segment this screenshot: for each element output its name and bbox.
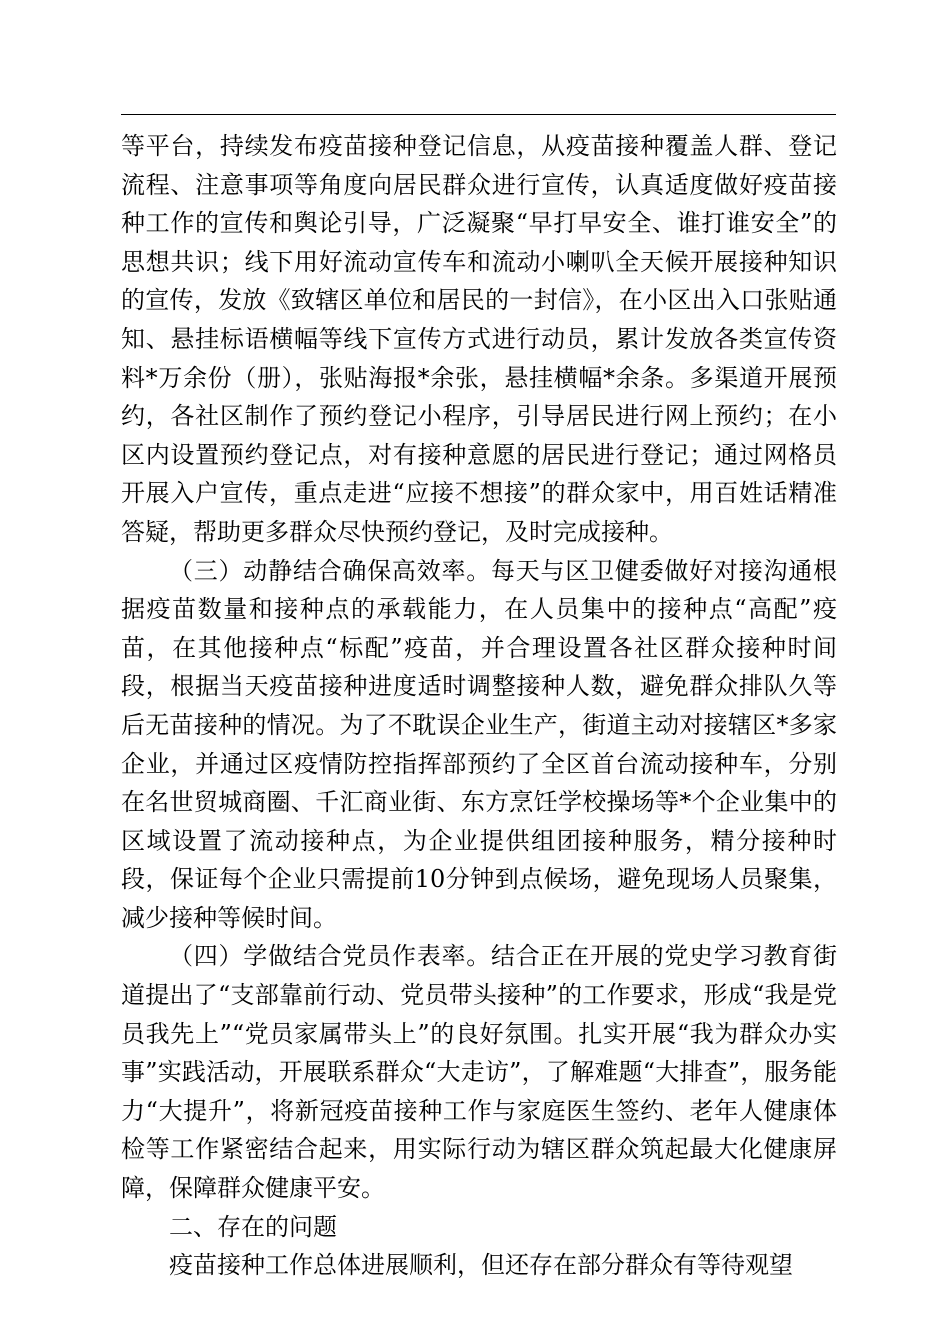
paragraph-section-four: （四）学做结合党员作表率。结合正在开展的党史学习教育街道提出了“支部靠前行动、党员带头接种”的工作要求，形成“我是党员我先上”“党员家属带头上”的良好氛围。扎实开展“我为群众办实事”实践活动，开展联系群众“大走访”，了解难题“大排查”，服务能力“大提升”，将新冠疫苗接种工作与家庭医生签约、老年人健康体检等工作紧密结合起来，用实际行动为辖区群众筑起最大化健康屏障，保障群众健康平安。 bbox=[121, 942, 837, 1203]
section-heading-problems: 二、存在的问题 bbox=[169, 1212, 337, 1241]
document-body bbox=[121, 127, 837, 1285]
paragraph-problems-intro: 疫苗接种工作总体进展顺利，但还存在部分群众有等待观望 bbox=[169, 1251, 793, 1280]
paragraph-section-three: （三）动静结合确保高效率。每天与区卫健委做好对接沟通根据疫苗数量和接种点的承载能力，在人员集中的接种点“高配”疫苗，在其他接种点“标配”疫苗，并合理设置各社区群众接种时间段，根据当天疫苗接种进度适时调整接种人数，避免群众排队久等后无苗接种的情况。为了不耽误企业生产，街道主动对接辖区*多家企业，并通过区疫情防控指挥部预约了全区首台流动接种车，分别在名世贸城商圈、千汇商业街、东方烹饪学校操场等*个企业集中的区域设置了流动接种点，为企业提供组团接种服务，精分接种时段，保证每个企业只需提前10分钟到点候场，避免现场人员聚集，减少接种等候时间。 bbox=[121, 556, 837, 932]
header-rule bbox=[121, 114, 836, 115]
paragraph-publicity-continuation: 等平台，持续发布疫苗接种登记信息，从疫苗接种覆盖人群、登记流程、注意事项等角度向居民群众进行宣传，认真适度做好疫苗接种工作的宣传和舆论引导，广泛凝聚“早打早安全、谁打谁安全”的思想共识；线下用好流动宣传车和流动小喇叭全天候开展接种知识的宣传，发放《致辖区单位和居民的一封信》，在小区出入口张贴通知、悬挂标语横幅等线下宣传方式进行动员，累计发放各类宣传资料*万余份（册），张贴海报*余张，悬挂横幅*余条。多渠道开展预约，各社区制作了预约登记小程序，引导居民进行网上预约；在小区内设置预约登记点，对有接种意愿的居民进行登记；通过网格员开展入户宣传，重点走进“应接不想接”的群众家中，用百姓话精准答疑，帮助更多群众尽快预约登记，及时完成接种。 bbox=[121, 132, 837, 546]
